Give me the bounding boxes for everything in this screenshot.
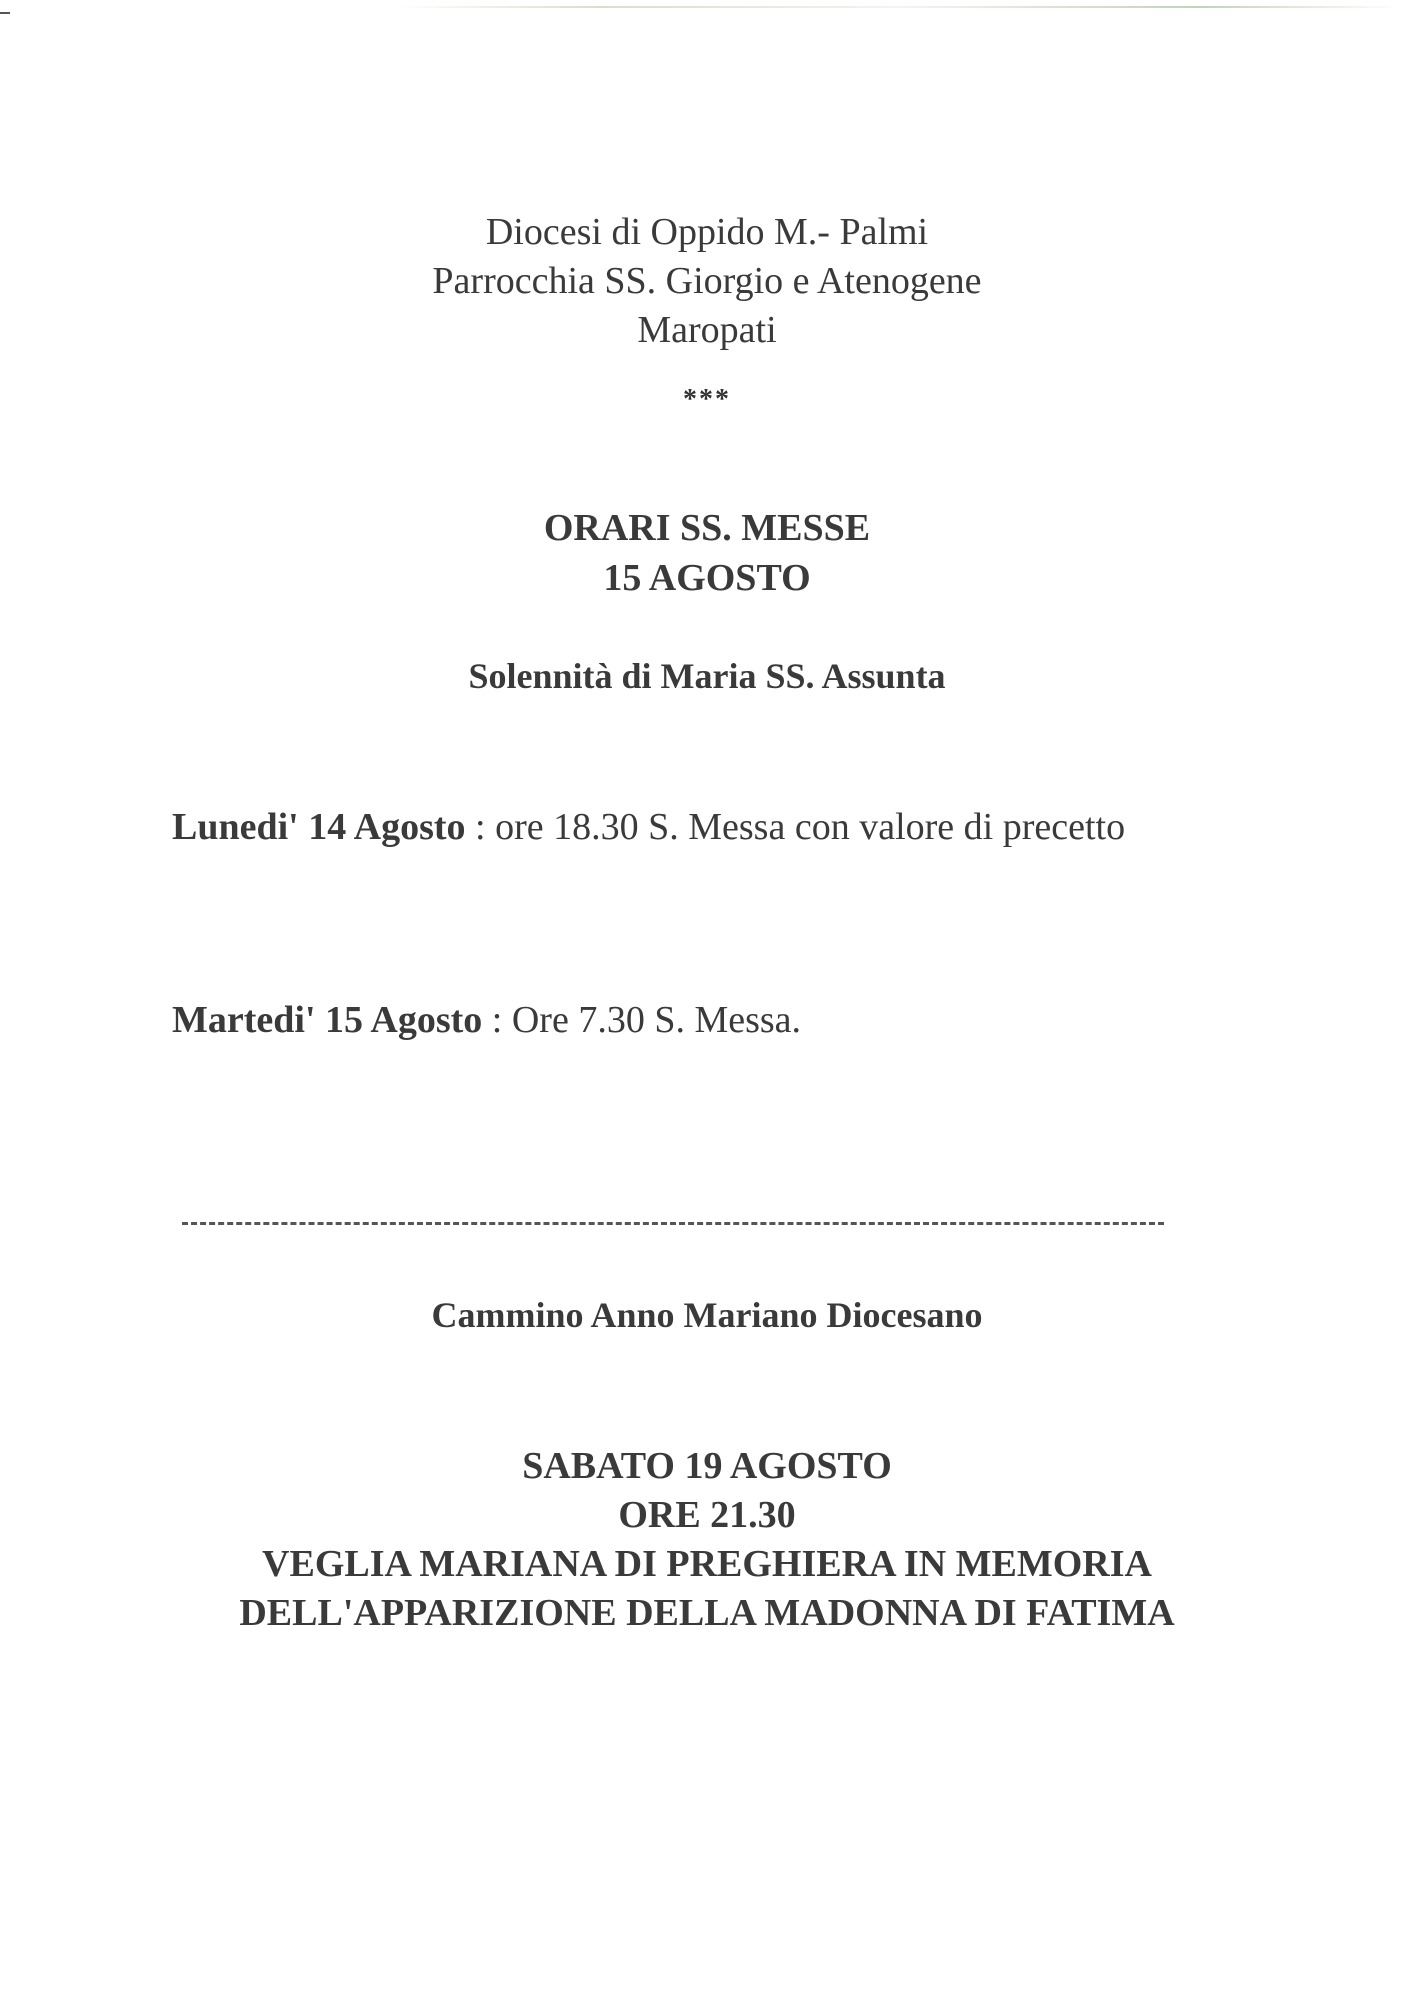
schedule-item-monday <box>172 805 1125 849</box>
dashed-divider <box>182 1222 1164 1225</box>
town-name: Maropati <box>637 309 777 351</box>
event-time: ORE 21.30 <box>618 1494 796 1536</box>
vigil-announcement <box>0 1442 1414 1638</box>
event-date: SABATO 19 AGOSTO <box>522 1445 892 1487</box>
marian-year-heading: Cammino Anno Mariano Diocesano <box>431 1295 983 1335</box>
title-line-1: ORARI SS. MESSE <box>543 507 871 549</box>
scan-mark-left <box>0 12 10 14</box>
separator-stars: *** <box>683 384 731 415</box>
title-line-2: 15 AGOSTO <box>603 557 811 599</box>
schedule-detail: : Ore 7.30 S. Messa. <box>482 999 802 1041</box>
scan-edge-top <box>400 6 1400 8</box>
parish-name: Parrocchia SS. Giorgio e Atenogene <box>432 260 982 302</box>
event-title-line-1: VEGLIA MARIANA DI PREGHIERA IN MEMORIA <box>262 1543 1152 1585</box>
diocese-name: Diocesi di Oppido M.- Palmi <box>485 211 929 253</box>
solemnity-heading: Solennità di Maria SS. Assunta <box>468 656 946 696</box>
schedule-detail: : ore 18.30 S. Messa con valore di precetto <box>465 806 1126 848</box>
parish-header <box>0 208 1414 355</box>
schedule-day: Martedi' 15 Agosto <box>172 999 483 1041</box>
event-title-line-2: DELL'APPARIZIONE DELLA MADONNA DI FATIMA <box>239 1592 1175 1634</box>
schedule-day: Lunedi' 14 Agosto <box>172 806 466 848</box>
page-title <box>0 503 1414 603</box>
schedule-item-tuesday <box>172 998 801 1042</box>
